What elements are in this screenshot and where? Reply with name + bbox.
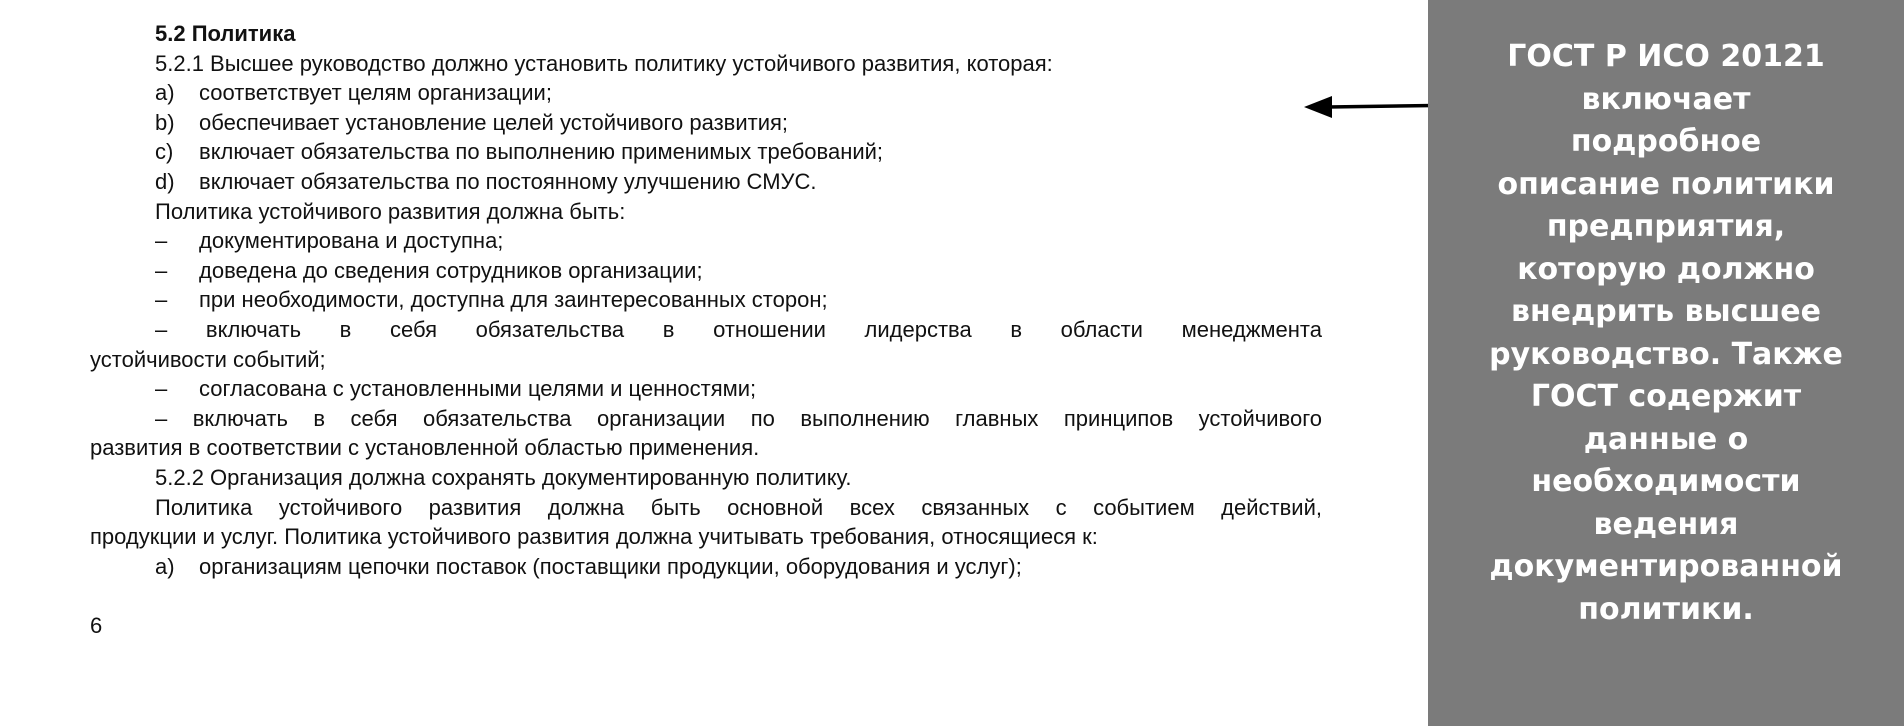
list-marker: c) (155, 139, 174, 165)
callout-line: руководство. Также (1489, 336, 1843, 372)
list-item (90, 167, 1322, 197)
dash-item-continuation: устойчивости событий; (90, 346, 326, 372)
document-text (90, 19, 1322, 581)
dash-marker: – (155, 376, 168, 402)
callout-line: документированной (1489, 549, 1843, 584)
clause-5-2-1: 5.2.1 Высшее руководство должно установить политику устойчивого развития, которая: (155, 50, 1053, 76)
callout-line: внедрить высшее (1510, 294, 1822, 329)
list-item-text: соответствует целям организации; (199, 80, 552, 106)
callout-line: включает (1581, 81, 1751, 117)
list-marker: b) (155, 109, 175, 135)
callout-text (1428, 36, 1904, 631)
dash-item-text: согласована с установленными целями и ценностями; (199, 376, 757, 402)
callout-line: предприятия, (1546, 209, 1786, 244)
list-item-text: включает обязательства по постоянному улучшению СМУС. (199, 168, 817, 194)
dash-item-text: при необходимости, доступна для заинтересованных сторон; (199, 287, 828, 313)
list-item (90, 137, 1322, 167)
list-marker: a) (155, 80, 175, 106)
list-item-text: обеспечивает установление целей устойчивого развития; (199, 109, 789, 135)
list-item (90, 552, 1322, 582)
list-item (90, 78, 1322, 108)
callout-line: ГОСТ содержит (1530, 379, 1802, 414)
callout-panel (1428, 0, 1904, 726)
dash-marker: – (155, 257, 168, 283)
dash-item (90, 404, 1322, 434)
dash-item-text: включать в себя обязательства организации по выполнению главных принципов устойчивого (192, 405, 1322, 431)
dash-item-text: доведена до сведения сотрудников организации; (199, 257, 703, 283)
callout-line: ведения (1593, 506, 1739, 542)
dash-item-text: документирована и доступна; (199, 228, 504, 254)
dash-marker: – (155, 405, 168, 431)
dash-marker: – (155, 228, 168, 254)
callout-line: необходимости (1531, 464, 1801, 499)
paragraph-line: продукции и услуг. Политика устойчивого развития должна учитывать требования, относящиеся к: (90, 524, 1098, 550)
list-item-text: включает обязательства по выполнению применимых требований; (199, 139, 884, 165)
policy-intro: Политика устойчивого развития должна быть: (155, 198, 626, 224)
list-marker: a) (155, 553, 175, 579)
list-marker: d) (155, 168, 175, 194)
paragraph-line: Политика устойчивого развития должна быть основной всех связанных с событием действий, (155, 494, 1322, 520)
dash-item (90, 374, 1322, 404)
clause-5-2-2: 5.2.2 Организация должна сохранять документированную политику. (155, 464, 852, 490)
dash-item (90, 226, 1322, 256)
callout-line: ГОСТ Р ИСО 20121 (1507, 39, 1825, 74)
section-heading: 5.2 Политика (155, 21, 296, 46)
dash-item-text: включать в себя обязательства в отношении лидерства в области менеджмента (205, 316, 1322, 342)
dash-item (90, 315, 1322, 345)
callout-line: описание политики (1497, 166, 1835, 202)
dash-marker: – (155, 316, 168, 342)
dash-item (90, 285, 1322, 315)
dash-item-continuation: развития в соответствии с установленной областью применения. (90, 435, 760, 461)
dash-marker: – (155, 287, 168, 313)
page-number: 6 (90, 613, 103, 638)
callout-line: которую должно (1517, 251, 1815, 287)
dash-item (90, 256, 1322, 286)
callout-line: подробное (1570, 124, 1762, 159)
callout-line: политики. (1578, 591, 1754, 627)
list-item-text: организациям цепочки поставок (поставщики продукции, оборудования и услуг); (199, 553, 1022, 579)
callout-line: данные о (1583, 421, 1749, 457)
list-item (90, 108, 1322, 138)
